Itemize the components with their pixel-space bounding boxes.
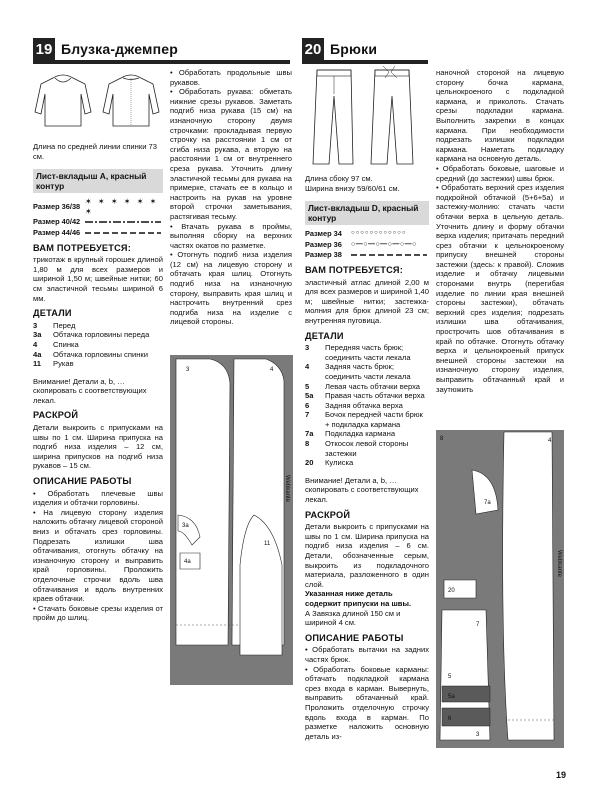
left-cut-text: Детали выкроить с припусками на швы по 1 см. Ширина припуска на подгиб низа изделия – 12 см, ширина припусков на подгиб низа рукавов – 15 см.: [33, 423, 163, 471]
pattern-label: 5а: [448, 694, 455, 700]
size-line-dashed: [351, 252, 427, 258]
page-number: 19: [556, 770, 567, 780]
right-work-item: • Обработать вытачки на задних частях брюк.: [305, 645, 429, 664]
right-header-bar: [302, 60, 428, 64]
left-attention: Внимание! Детали а, b, … скопировать с соответствующих лекал.: [33, 376, 147, 405]
right-materials-text: эластичный атлас длиной 2,00 м для всех размеров и шириной 1,40 м; швейные нитки; застежка-молния для брюк длиной 23 см; внутренняя пуговица.: [305, 277, 429, 325]
left-sizes: [33, 197, 163, 237]
left-length-note: Длина по средней линии спинки 73 см.: [33, 142, 157, 161]
detail-text: Спинка: [53, 339, 79, 349]
right-details-list: [305, 343, 429, 468]
detail-num: 5а: [305, 391, 314, 401]
pattern-label: 20: [448, 588, 455, 594]
left-column-2: [170, 68, 292, 327]
left-details-heading: ДЕТАЛИ: [33, 308, 72, 319]
right-materials-heading: ВАМ ПОТРЕБУЕТСЯ:: [305, 264, 403, 275]
size-line-circles: ○○○○○○○○○○○○: [351, 230, 407, 237]
detail-text: Откосок левой стороны застежки: [325, 439, 409, 458]
right-title: Брюки: [330, 41, 378, 57]
detail-num: 3: [33, 320, 38, 330]
pattern-label: 4а: [184, 559, 191, 565]
pattern-label: 4: [270, 367, 274, 373]
detail-num: 3а: [33, 330, 42, 340]
pattern-label: 3: [186, 367, 190, 373]
right-col4-item: наночной стороной на лицевую сторону бочка кармана, цельнокроеного с подкладкой кармана, и приколоть. Стачать срезы подкладки кармана. Выполнить закрепки в концах кармана. При необходимости подрезать излишки подкладки кармана. Наметать подкладку кармана на основную деталь.: [436, 68, 564, 164]
fold-label: Webkante: [556, 550, 562, 577]
right-pattern-svg: [436, 430, 564, 748]
detail-num: 7: [305, 410, 310, 420]
left-details-list: [33, 321, 163, 369]
model-number-19: 19: [33, 38, 55, 60]
right-work-item: • Обработать боковые карманы: обтачать подкладкой кармана срез входа в карман. Вывернуть, выправить обтачанный край. Проложить отделочную строчку вдоль входа в карман. По разметке наложить основную деталь из-: [305, 664, 429, 741]
detail-num: 3: [305, 343, 310, 353]
detail-num: 8: [305, 439, 310, 449]
left-header-bar: [33, 60, 290, 64]
right-col4-item: • Обработать верхний срез изделия подкройной обтачкой (5+6+5а) и застежку-молнию: стачать части обтачки верха в цельную деталь. Уточнить длину и форму обтачки верха изделия; притачать передний срез обтачки к цельнокроеному припуску внешней стороны застежки (здесь: к правой). Сложив изделие и обтачку лицевыми сторонами внутрь (перегибая изделие по линии края внешней стороны застежки), обтачать верхний срез изделия; подрезать излишки шва обтачивания, прострочить шов обтачивания в край по обтачке. Отогнуть обтачку верха и цельнокроеный припуск внешней стороны застежки на изнаночную сторону изделия, выправить обтачанный край и заутюжить: [436, 183, 564, 394]
right-work-heading: ОПИСАНИЕ РАБОТЫ: [305, 632, 404, 643]
right-attention: Внимание! Детали а, b, … скопировать с соответствующих лекал.: [305, 475, 419, 505]
detail-num: 5: [305, 381, 310, 391]
pattern-label: 6: [448, 716, 452, 722]
detail-text: Левая часть обтачки верха: [325, 381, 421, 391]
size-label: Размер 44/46: [33, 227, 81, 237]
pattern-label: 7а: [484, 500, 491, 506]
detail-text: Бочок передней части брюк + подкладка кармана: [325, 410, 423, 429]
trousers-drawing: [305, 66, 423, 171]
detail-num: 20: [305, 458, 314, 468]
left-work-item: • Стачать боковые срезы изделия от пройм до шлиц.: [33, 603, 163, 623]
left-materials-text: трикотаж в крупный горошек длиной 1,80 м для всех размеров и шириной 1,50 м; швейные нитки; 60 см эластичной тесьмы шириной 6 мм.: [33, 255, 163, 303]
pattern-label: 11: [264, 541, 271, 547]
left-col2-item: • Обработать продольные швы рукавов.: [170, 68, 292, 87]
pattern-label: 8: [440, 436, 444, 442]
detail-text: Подкладка кармана: [325, 429, 396, 439]
detail-num: 7а: [305, 429, 314, 439]
right-sheet-label: Лист-вкладыш D, красный контур: [305, 201, 429, 225]
right-pattern-layout: [436, 430, 564, 748]
detail-text: Передняя часть брюк; соединить части лекала: [325, 343, 411, 362]
size-label: Размер 34: [305, 229, 342, 239]
right-column-1: [305, 174, 429, 741]
blouse-drawing: [33, 68, 168, 138]
fold-label: Webkante: [284, 475, 290, 502]
size-line-dashdot: [85, 219, 161, 225]
size-label: Размер 36/38: [33, 201, 81, 211]
left-work-item: • Обработать плечевые швы изделия и обтачки горловины.: [33, 488, 163, 508]
left-col2-item: • Обработать рукава: обметать нижние срезы рукавов. Заметать подгиб низа рукава (15 см) на изнаночную сторону двумя строчками: прокладывая первую строчку на расстоянии 1 см от сгиба низа рукава, а вторую на расстоянии 1 см от внутреннего среза рукава. Уточнить длину эластичной тесьмы для рукава на примерке, стачать ее в кольцо и настроить на рукав на уровне второй строчки заметывания, растягивая тесьму.: [170, 87, 292, 221]
detail-text: Кулиска: [325, 458, 354, 468]
pattern-label: 3: [476, 732, 480, 738]
left-work-item: • На лицевую сторону изделия наложить обтачку лицевой стороной вниз и обтачать срез горловины. Подрезать излишки шва обтачивания, отогнуть обтачку на изнаночную сторону и выправить край горловины. Проложить отделочные строчки вдоль шва обтачивания и вдоль внутренних краев обтачки.: [33, 507, 163, 604]
left-column-1: [33, 142, 163, 623]
detail-num: 6: [305, 400, 310, 410]
detail-text: Задняя обтачка верха: [325, 400, 403, 410]
detail-text: Перед: [53, 320, 76, 330]
left-cut-heading: РАСКРОЙ: [33, 410, 79, 421]
left-pattern-layout: [170, 355, 293, 685]
left-col2-item: • Втачать рукава в проймы, выполняя сборку на верхних частях окатов по разметке.: [170, 221, 292, 250]
right-cut-bold: Указанная ниже деталь содержит припуски на швы.: [305, 589, 412, 608]
size-label: Размер 38: [305, 250, 342, 260]
detail-text: Обтачка горловины спинки: [53, 349, 148, 359]
detail-text: Правая часть обтачки верха: [325, 391, 425, 401]
right-length-note: Длина сбоку 97 см. Ширина внизу 59/60/61 см.: [305, 174, 400, 193]
right-details-heading: ДЕТАЛИ: [305, 330, 344, 341]
pattern-label: 5: [448, 674, 452, 680]
detail-num: 11: [33, 359, 42, 369]
size-label: Размер 36: [305, 239, 342, 249]
model-number-20: 20: [302, 38, 324, 60]
detail-num: 4а: [33, 349, 42, 359]
left-work-heading: ОПИСАНИЕ РАБОТЫ: [33, 476, 132, 487]
detail-text: Задняя часть брюк; соединить части лекала: [325, 362, 411, 381]
size-line-stars: ✶ ✶ ✶ ✶ ✶ ✶ ✶: [85, 197, 159, 216]
left-header: [33, 38, 178, 60]
size-line-dash-circle: ○―○―○―○―○―○: [351, 240, 417, 248]
left-materials-heading: ВАМ ПОТРЕБУЕТСЯ:: [33, 242, 131, 253]
detail-text: Рукав: [53, 359, 74, 369]
right-col4-item: • Обработать боковые, шаговые и средний (до застежки) швы брюк.: [436, 163, 564, 183]
left-pattern-svg: [170, 355, 293, 685]
pattern-label: 3а: [182, 523, 189, 529]
left-title: Блузка-джемпер: [61, 41, 178, 57]
size-label: Размер 40/42: [33, 217, 81, 227]
right-column-2: [436, 68, 564, 394]
left-col2-item: • Отогнуть подгиб низа изделия (12 см) на лицевую сторону и обтачать края шлиц. Отогнуть подгиб низа на изнаночную сторону, выправить края шлиц и настрочить внутренний срез подгиба низа на изделие с лицевой стороны.: [170, 250, 292, 327]
detail-text: Обтачка горловины переда: [53, 330, 150, 340]
right-cut-tail: А Завязка длиной 150 см и шириной 4 см.: [305, 608, 401, 628]
size-line-dashed: [85, 230, 161, 236]
right-header: [302, 38, 377, 60]
detail-num: 4: [305, 362, 310, 372]
pattern-label: 7: [476, 622, 480, 628]
left-sheet-label: Лист-вкладыш А, красный контур: [33, 169, 163, 193]
right-cut-text: Детали выкроить с припусками на швы по 1 см. Ширина припуска на подгиб низа изделия – 6 см. Детали, обозначенные серым, выкроить из подкладочного материала, разложенного в один слой.: [305, 522, 429, 589]
pattern-label: 4: [548, 438, 552, 444]
detail-num: 4: [33, 339, 38, 349]
right-cut-heading: РАСКРОЙ: [305, 509, 351, 520]
right-sizes: [305, 229, 429, 260]
